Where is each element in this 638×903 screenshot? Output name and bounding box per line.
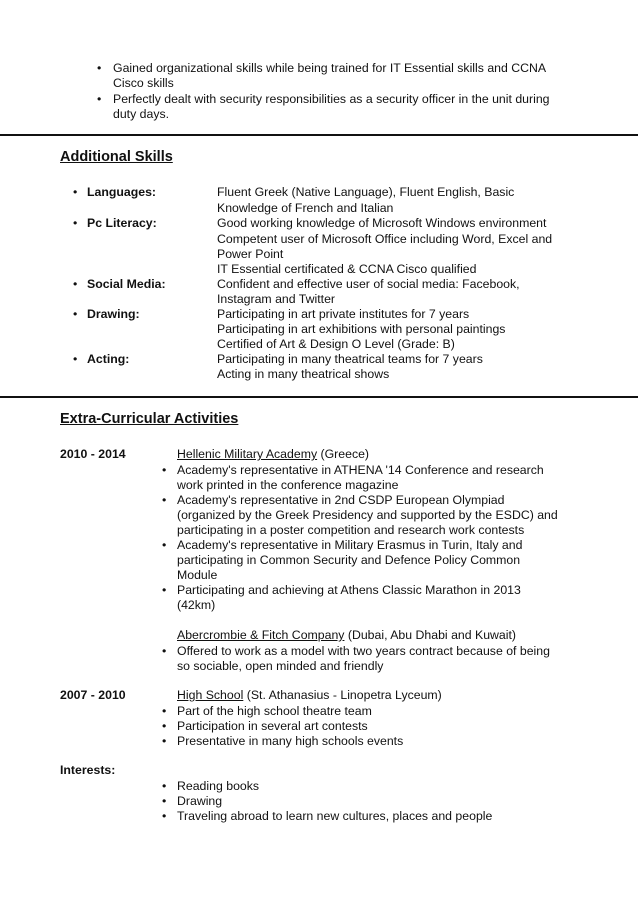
- organization-line: [177, 628, 516, 643]
- skill-text: Power Point: [217, 247, 284, 261]
- bullet: •: [162, 719, 167, 733]
- text-line: participating in Common Security and Defence Policy Common: [177, 553, 521, 567]
- bullet: •: [73, 216, 78, 230]
- organization-name: Hellenic Military Academy: [177, 447, 318, 461]
- organization-line: [177, 688, 442, 703]
- section-divider: [0, 396, 638, 398]
- text-line: participating in a poster competition and research work contests: [177, 523, 525, 537]
- text-line: Academy's representative in ATHENA '14 Conference and research: [177, 463, 544, 477]
- text-line: (42km): [177, 598, 216, 612]
- bullet: •: [162, 493, 167, 507]
- text-line: Academy's representative in Military Erasmus in Turin, Italy and: [177, 538, 523, 552]
- skill-text: Knowledge of French and Italian: [217, 201, 394, 215]
- skill-label: Social Media:: [87, 277, 166, 291]
- bullet: •: [73, 277, 78, 291]
- text-line: Offered to work as a model with two years contract because of being: [177, 644, 550, 658]
- text-line: Cisco skills: [113, 76, 174, 90]
- interests-label: Interests:: [60, 763, 116, 777]
- skill-text: Participating in art private institutes for 7 years: [217, 307, 470, 321]
- skill-text: Participating in art exhibitions with personal paintings: [217, 322, 506, 336]
- skill-text: Certified of Art & Design O Level (Grade: B): [217, 337, 455, 351]
- text-line: duty days.: [113, 107, 170, 121]
- text-line: Part of the high school theatre team: [177, 704, 372, 718]
- text-line: Academy's representative in 2nd CSDP European Olympiad: [177, 493, 505, 507]
- skill-text: IT Essential certificated & CCNA Cisco qualified: [217, 262, 477, 276]
- bullet: •: [73, 307, 78, 321]
- bullet: •: [97, 92, 102, 106]
- organization-detail: (St. Athanasius - Linopetra Lyceum): [243, 688, 442, 702]
- skill-text: Competent user of Microsoft Office including Word, Excel and: [217, 232, 553, 246]
- bullet: •: [162, 538, 167, 552]
- interest-item: Traveling abroad to learn new cultures, places and people: [177, 809, 493, 823]
- interest-item: Reading books: [177, 779, 260, 793]
- text-line: Presentative in many high schools events: [177, 734, 404, 748]
- bullet: •: [162, 809, 167, 823]
- text-line: Participating and achieving at Athens Classic Marathon in 2013: [177, 583, 521, 597]
- section-divider: [0, 134, 638, 136]
- period-label: 2007 - 2010: [60, 688, 126, 702]
- skill-text: Confident and effective user of social media: Facebook,: [217, 277, 520, 291]
- bullet: •: [73, 352, 78, 366]
- bullet: •: [162, 734, 167, 748]
- text-line: (organized by the Greek Presidency and supported by the ESDC) and: [177, 508, 558, 522]
- organization-name: Abercrombie & Fitch Company: [177, 628, 345, 642]
- skill-text: Fluent Greek (Native Language), Fluent English, Basic: [217, 185, 515, 199]
- text-line: work printed in the conference magazine: [177, 478, 399, 492]
- skill-text: Acting in many theatrical shows: [217, 367, 390, 381]
- text-line: Gained organizational skills while being trained for IT Essential skills and CCNA: [113, 61, 547, 75]
- bullet: •: [162, 644, 167, 658]
- skill-text: Participating in many theatrical teams for 7 years: [217, 352, 483, 366]
- section-heading: Extra-Curricular Activities: [60, 411, 239, 427]
- organization-detail: (Greece): [317, 447, 370, 461]
- interest-item: Drawing: [177, 794, 223, 808]
- skill-text: Instagram and Twitter: [217, 292, 336, 306]
- text-line: Participation in several art contests: [177, 719, 368, 733]
- bullet: •: [162, 704, 167, 718]
- organization-line: [177, 447, 369, 462]
- bullet: •: [162, 794, 167, 808]
- organization-name: High School: [177, 688, 244, 702]
- organization-detail: (Dubai, Abu Dhabi and Kuwait): [344, 628, 517, 642]
- bullet: •: [162, 779, 167, 793]
- text-line: so sociable, open minded and friendly: [177, 659, 384, 673]
- bullet: •: [97, 61, 102, 75]
- bullet: •: [73, 185, 78, 199]
- text-line: Perfectly dealt with security responsibilities as a security officer in the unit during: [113, 92, 550, 106]
- skill-text: Good working knowledge of Microsoft Windows environment: [217, 216, 547, 230]
- skill-label: Pc Literacy:: [87, 216, 157, 230]
- period-label: 2010 - 2014: [60, 447, 126, 461]
- skill-label: Drawing:: [87, 307, 140, 321]
- skill-label: Languages:: [87, 185, 157, 199]
- skill-label: Acting:: [87, 352, 130, 366]
- section-heading: Additional Skills: [60, 149, 173, 165]
- bullet: •: [162, 463, 167, 477]
- bullet: •: [162, 583, 167, 597]
- text-line: Module: [177, 568, 218, 582]
